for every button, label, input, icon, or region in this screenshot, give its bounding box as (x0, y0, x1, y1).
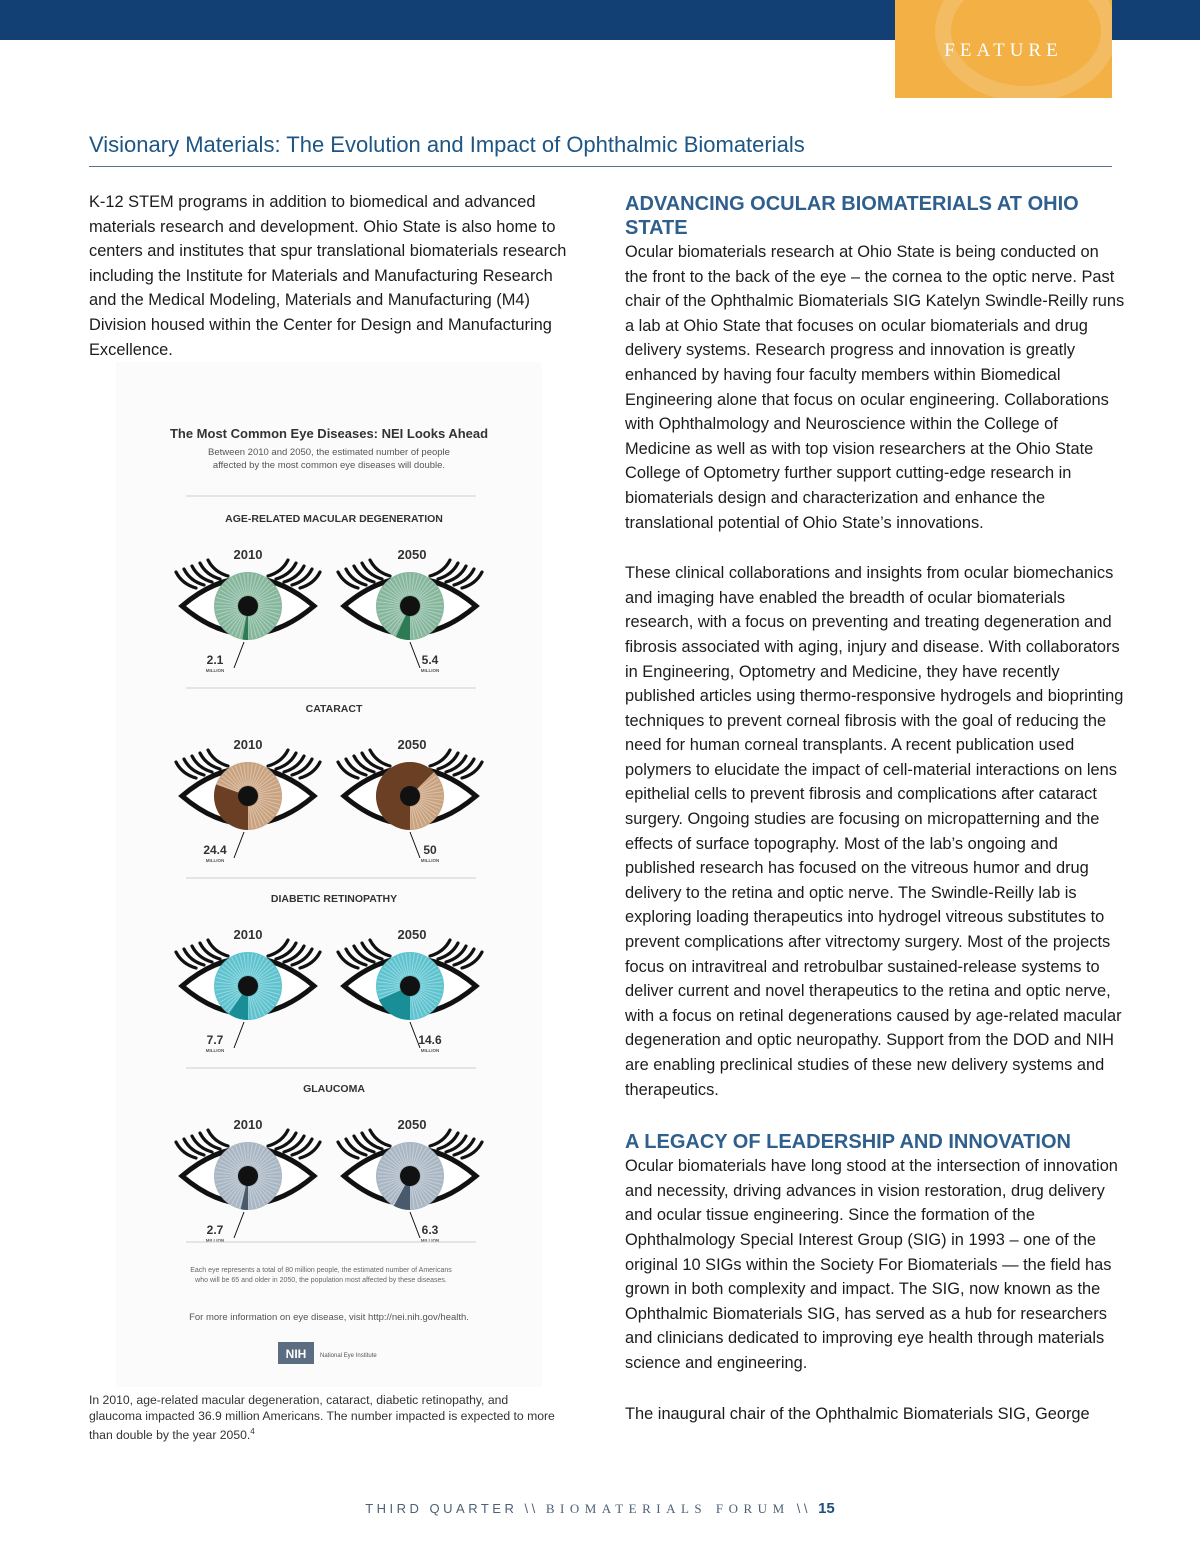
disease-name: GLAUCOMA (303, 1083, 365, 1095)
eye-2010-pupil (238, 1166, 258, 1186)
value-2010-leader (234, 1212, 244, 1238)
section2-paragraph-1: Ocular biomaterials have long stood at the intersection of innovation and necessity, driving advances in vision restoration, drug delivery and ocular tissue engineering. Since the formation of the Ophthalmology Special Interest Group (SIG) in 1993 – one of the original 10 SIGs within the Society For Biomaterials — the field has grown in both complexity and impact. The SIG, now known as the Ophthalmic Biomaterials SIG, has served as a hub for researchers and clinicians dedicated to improving eye health through materials science and engineering. (625, 1157, 1118, 1372)
infographic-title: The Most Common Eye Diseases: NEI Looks Ahead (169, 426, 489, 441)
feature-tab (895, 0, 1112, 98)
left-paragraph: K-12 STEM programs in addition to biomedical and advanced materials research and development. Ohio State is also home to centers and institutes that spur translational biomaterials research including the Institute for Materials and Manufacturing Research and the Medical Modeling, Materials and Manufacturing (M4) Division housed within the Center for Design and Manufacturing Excellence. (89, 193, 567, 359)
section-heading-legacy: A LEGACY OF LEADERSHIP AND INNOVATION (625, 1131, 1071, 1154)
disease-name: CATARACT (305, 703, 363, 715)
eye-2010-pupil (238, 596, 258, 616)
footer-publication: BIOMATERIALS FORUM (545, 1501, 790, 1516)
unit-2050: MILLION (420, 858, 440, 863)
section-heading-advancing: ADVANCING OCULAR BIOMATERIALS AT OHIO STATE (625, 193, 1079, 239)
caption-text: In 2010, age-related macular degeneration, cataract, diabetic retinopathy, and glaucoma impacted 36.9 million Americans. The number impacted is expected to more than double by the year 2050. (89, 1393, 555, 1443)
year-2050-label: 2050 (397, 927, 427, 942)
caption-superscript: 4 (250, 1427, 255, 1437)
more-info-text: For more information on eye disease, visit http://nei.nih.gov/health. (189, 1312, 469, 1323)
year-2050-label: 2050 (397, 547, 427, 562)
eye-2050-pupil (400, 596, 420, 616)
disease-name: AGE-RELATED MACULAR DEGENERATION (225, 513, 443, 525)
value-2010-leader (234, 832, 244, 858)
unit-2050: MILLION (420, 1238, 440, 1243)
value-2050-leader (410, 832, 420, 858)
eye-disease-infographic (116, 362, 542, 1387)
nih-logo: NIH (285, 1347, 307, 1361)
eye-2050-pupil (400, 786, 420, 806)
unit-2050: MILLION (420, 1048, 440, 1053)
left-column (89, 190, 584, 362)
value-2050: 6.3 (421, 1223, 439, 1237)
unit-2010: MILLION (205, 1048, 225, 1053)
value-2010: 7.7 (206, 1033, 224, 1047)
unit-2010: MILLION (205, 1238, 225, 1243)
section1-paragraph-2: These clinical collaborations and insights from ocular biomechanics and imaging have enabled the breadth of ocular biomaterials research, with a focus on preventing and treating degeneration and fibrosis associated with aging, injury and disease. With collaborators in Engineering, Optometry and Medicine, they have recently published articles using thermo-responsive hydrogels and bioprinting techniques to prevent corneal fibrosis with the goal of reducing the need for human corneal transplants. A recent publication used polymers to elucidate the impact of cell-material interactions on lens epithelial cells to prevent fibrosis and complications after cataract surgery. Ongoing studies are focusing on micropatterning and the effects of surface topography. Most of the lab’s ongoing and published research has focused on the vitreous humor and drug delivery to the retina and optic nerve. The Swindle-Reilly lab is exploring loading therapeutics into hydrogel vitreous substitutes to prevent complications after vitrectomy surgery. Most of the projects focus on intravitreal and retrobulbar sustained-release systems to deliver current and novel therapeutics to the retina and optic nerve, with a focus on retinal degenerations caused by age-related macular degeneration and optic neuropathy. Support from the DOD and NIH are enabling preclinical studies of these new delivery systems and therapeutics. (625, 564, 1124, 1099)
eye-2050-pupil (400, 976, 420, 996)
right-column (625, 192, 1125, 1426)
year-2050-label: 2050 (397, 1117, 427, 1132)
footer-separator-1: \\ (517, 1501, 546, 1516)
year-2010-label: 2010 (233, 547, 263, 562)
eye-2010-pupil (238, 786, 258, 806)
unit-2010: MILLION (205, 858, 225, 863)
eye-2010-pupil (238, 976, 258, 996)
infographic-subtitle-2: affected by the most common eye diseases will double. (212, 460, 446, 471)
year-2010-label: 2010 (233, 927, 263, 942)
year-2010-label: 2010 (233, 1117, 263, 1132)
value-2050-leader (410, 642, 420, 668)
page-footer (0, 1500, 1200, 1517)
footer-separator-2: \\ (789, 1501, 819, 1516)
disease-name: DIABETIC RETINOPATHY (270, 893, 398, 905)
value-2050-leader (410, 1212, 420, 1238)
infographic-subtitle-1: Between 2010 and 2050, the estimated number of people (208, 447, 450, 458)
value-2010: 24.4 (203, 843, 227, 857)
value-2050: 50 (423, 843, 437, 857)
footnote-line-2: who will be 65 and older in 2050, the population most affected by these diseases. (195, 1277, 447, 1284)
value-2010-leader (234, 642, 244, 668)
figure-caption (89, 1393, 559, 1444)
unit-2010: MILLION (205, 668, 225, 673)
footer-issue: THIRD QUARTER (365, 1501, 518, 1516)
infographic-svg (116, 362, 542, 1387)
year-2050-label: 2050 (397, 737, 427, 752)
feature-label: FEATURE (944, 40, 1063, 61)
value-2010-leader (234, 1022, 244, 1048)
section2-paragraph-2: The inaugural chair of the Ophthalmic Biomaterials SIG, George (625, 1404, 1090, 1423)
title-rule (89, 166, 1112, 167)
section1-paragraph-1: Ocular biomaterials research at Ohio State is being conducted on the front to the back of the eye – the cornea to the optic nerve. Past chair of the Ophthalmic Biomaterials SIG Katelyn Swindle-Reilly runs a lab at Ohio State that focuses on ocular biomaterials and drug delivery systems. Research progress and innovation is greatly enhanced by having four faculty members within Biomedical Engineering alone that focus on ocular engineering. Collaborations with Ophthalmology and Neuroscience within the College of Medicine as well as with top vision researchers at the Ohio State College of Optometry further support cutting-edge research in biomaterials design and characterization and enhance the translational potential of Ohio State’s innovations. (625, 243, 1125, 532)
page-number: 15 (818, 1500, 835, 1517)
unit-2050: MILLION (420, 668, 440, 673)
year-2010-label: 2010 (233, 737, 263, 752)
footnote-line-1: Each eye represents a total of 80 million people, the estimated number of Americans (190, 1267, 452, 1274)
value-2050: 14.6 (418, 1033, 442, 1047)
nih-institute-label: National Eye Institute (320, 1353, 377, 1359)
value-2050: 5.4 (421, 653, 439, 667)
page-title: Visionary Materials: The Evolution and Impact of Ophthalmic Biomaterials (89, 132, 805, 157)
eye-2050-pupil (400, 1166, 420, 1186)
value-2010: 2.1 (206, 653, 224, 667)
value-2010: 2.7 (206, 1223, 224, 1237)
